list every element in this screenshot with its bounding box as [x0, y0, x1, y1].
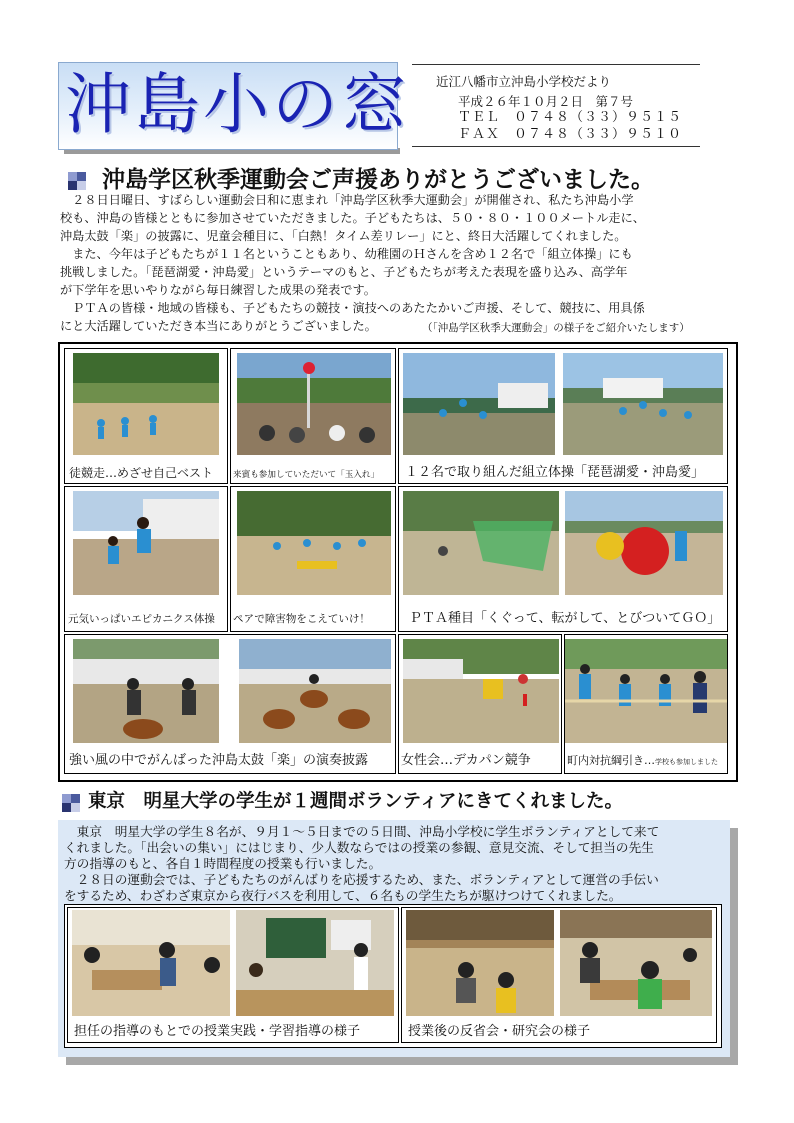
photo-cell	[64, 486, 228, 632]
info-rule-top	[412, 64, 700, 65]
photo-aerobics	[73, 491, 219, 595]
photo-caption: ＰＴＡ種目「くぐって、転がして、とびついてＧＯ」	[409, 611, 721, 626]
issue-date: 平成２６年１０月２日 第７号	[458, 94, 634, 109]
article2-line: 東京 明星大学の学生８名が、９月１～５日までの５日間、沖島小学校に学生ボランティアとして来て	[64, 824, 660, 839]
article1-line: 沖島太鼓「楽」の披露に、児童会種目に、「白熱！タイム差リレー」にと、終日大活躍してくれました。	[60, 229, 627, 243]
photo-class-2	[236, 910, 394, 1016]
photo-footrace	[73, 353, 219, 455]
photo-caption: 担任の指導のもとでの授業実践・学習指導の様子	[74, 1024, 361, 1039]
article2-line: ２８日の運動会では、子どもたちのがんばりを応援するため、また、ボランティアとして運営の手伝い	[64, 872, 659, 887]
photo-caption: 来賓も参加していただいて「玉入れ」	[233, 470, 380, 480]
article1-headline: 沖島学区秋季運動会ご声援ありがとうございました。	[102, 167, 654, 193]
article2-line: 方の指導のもと、各自１時間程度の授業も行いました。	[64, 856, 382, 871]
fax-number: ＦＡＸ ０７４８（３３）９５１０	[458, 127, 683, 142]
sports-day-photo-grid	[58, 342, 738, 782]
headline-bullet-icon	[62, 794, 80, 812]
photo-cell	[64, 634, 396, 774]
article1-line: 挑戦しました。「琵琶湖愛・沖島愛」というテーマのもと、子どもたちが考えた表現を盛り込み、高学年	[60, 265, 628, 279]
caption-main: 町内対抗綱引き…	[567, 754, 655, 767]
volunteer-photo-grid	[64, 904, 722, 1048]
school-name: 近江八幡市立沖島小学校だより	[436, 74, 612, 89]
photo-cell	[564, 634, 728, 774]
photo-caption: １２名で取り組んだ組立体操「琵琶湖愛・沖島愛」	[405, 465, 705, 480]
photo-obstacle	[237, 491, 391, 595]
photo-caption: 女性会…デカパン競争	[401, 753, 531, 768]
photo-taiko-2	[239, 639, 391, 743]
article2-line: くれました。「出会いの集い」にはじまり、少人数ならではの授業の参観、意見交流、そして担当の先生	[64, 840, 654, 855]
info-rule-bottom	[412, 146, 700, 147]
article1-line: にと大活躍していただき本当にありがとうございました。	[60, 319, 377, 333]
masthead	[58, 62, 410, 150]
article1-line: ＰＴＡの皆様・地域の皆様も、子どもたちの競技・演技へのあたたかいご声援、そして、競技に、用具係	[60, 301, 645, 315]
photo-cell	[67, 907, 399, 1043]
photo-cell	[230, 486, 396, 632]
photo-ball-toss	[237, 353, 391, 455]
photo-review-1	[406, 910, 554, 1016]
newsletter-title: 沖島小の窓	[65, 66, 410, 143]
photo-cell	[398, 634, 562, 774]
article2-headline: 東京 明星大学の学生が１週間ボランティアにきてくれました。	[88, 791, 624, 812]
photo-review-2	[560, 910, 712, 1016]
photo-pta-ball	[565, 491, 723, 595]
photo-caption: 強い風の中でがんばった沖島太鼓「楽」の演奏披露	[69, 753, 369, 768]
photo-cell	[230, 348, 396, 484]
photo-big-pants-race	[403, 639, 559, 743]
article1-line: また、今年は子どもたちが１１名ということもあり、幼稚園のＨさんを含め１２名で「組立体操」にも	[60, 247, 633, 261]
article1-line: ２８日日曜日、すばらしい運動会日和に恵まれ「沖島学区秋季大運動会」が開催され、私たち沖島小学	[60, 193, 634, 207]
photo-cell	[64, 348, 228, 484]
photo-caption	[567, 753, 718, 770]
photo-caption: 徒競走…めざせ自己ベスト	[69, 466, 214, 480]
photo-pta-net	[403, 491, 559, 595]
photo-gymnastics-1	[403, 353, 555, 455]
photo-class-1	[72, 910, 230, 1016]
headline-bullet-icon	[68, 172, 86, 190]
photo-caption: 元気いっぱいエピカニクス体操	[68, 613, 215, 625]
photo-tug-of-war	[565, 639, 727, 743]
article2-line: をするため、わざわざ東京から夜行バスを利用して、６名もの学生たちが駆けつけてくれました。	[64, 888, 622, 903]
article1-line: が下学年を思いやりながら毎日練習した成果の発表です。	[60, 283, 376, 297]
photo-cell	[398, 486, 728, 632]
photo-gymnastics-2	[563, 353, 723, 455]
photo-caption: ペアで障害物をこえていけ！	[233, 613, 370, 625]
photo-caption: 授業後の反省会・研究会の様子	[408, 1024, 591, 1039]
article1-note: （「沖島学区秋季大運動会」の様子をご紹介いたします）	[422, 322, 690, 334]
article1-line: 校も、沖島の皆様とともに参加させていただきました。子どもたちは、５０・８０・１００メートル走に、	[60, 211, 645, 225]
caption-sub: 学校も参加しました	[655, 758, 718, 766]
photo-taiko-1	[73, 639, 219, 743]
photo-cell	[401, 907, 717, 1043]
photo-cell	[398, 348, 728, 484]
tel-number: ＴＥＬ ０７４８（３３）９５１５	[458, 110, 683, 125]
